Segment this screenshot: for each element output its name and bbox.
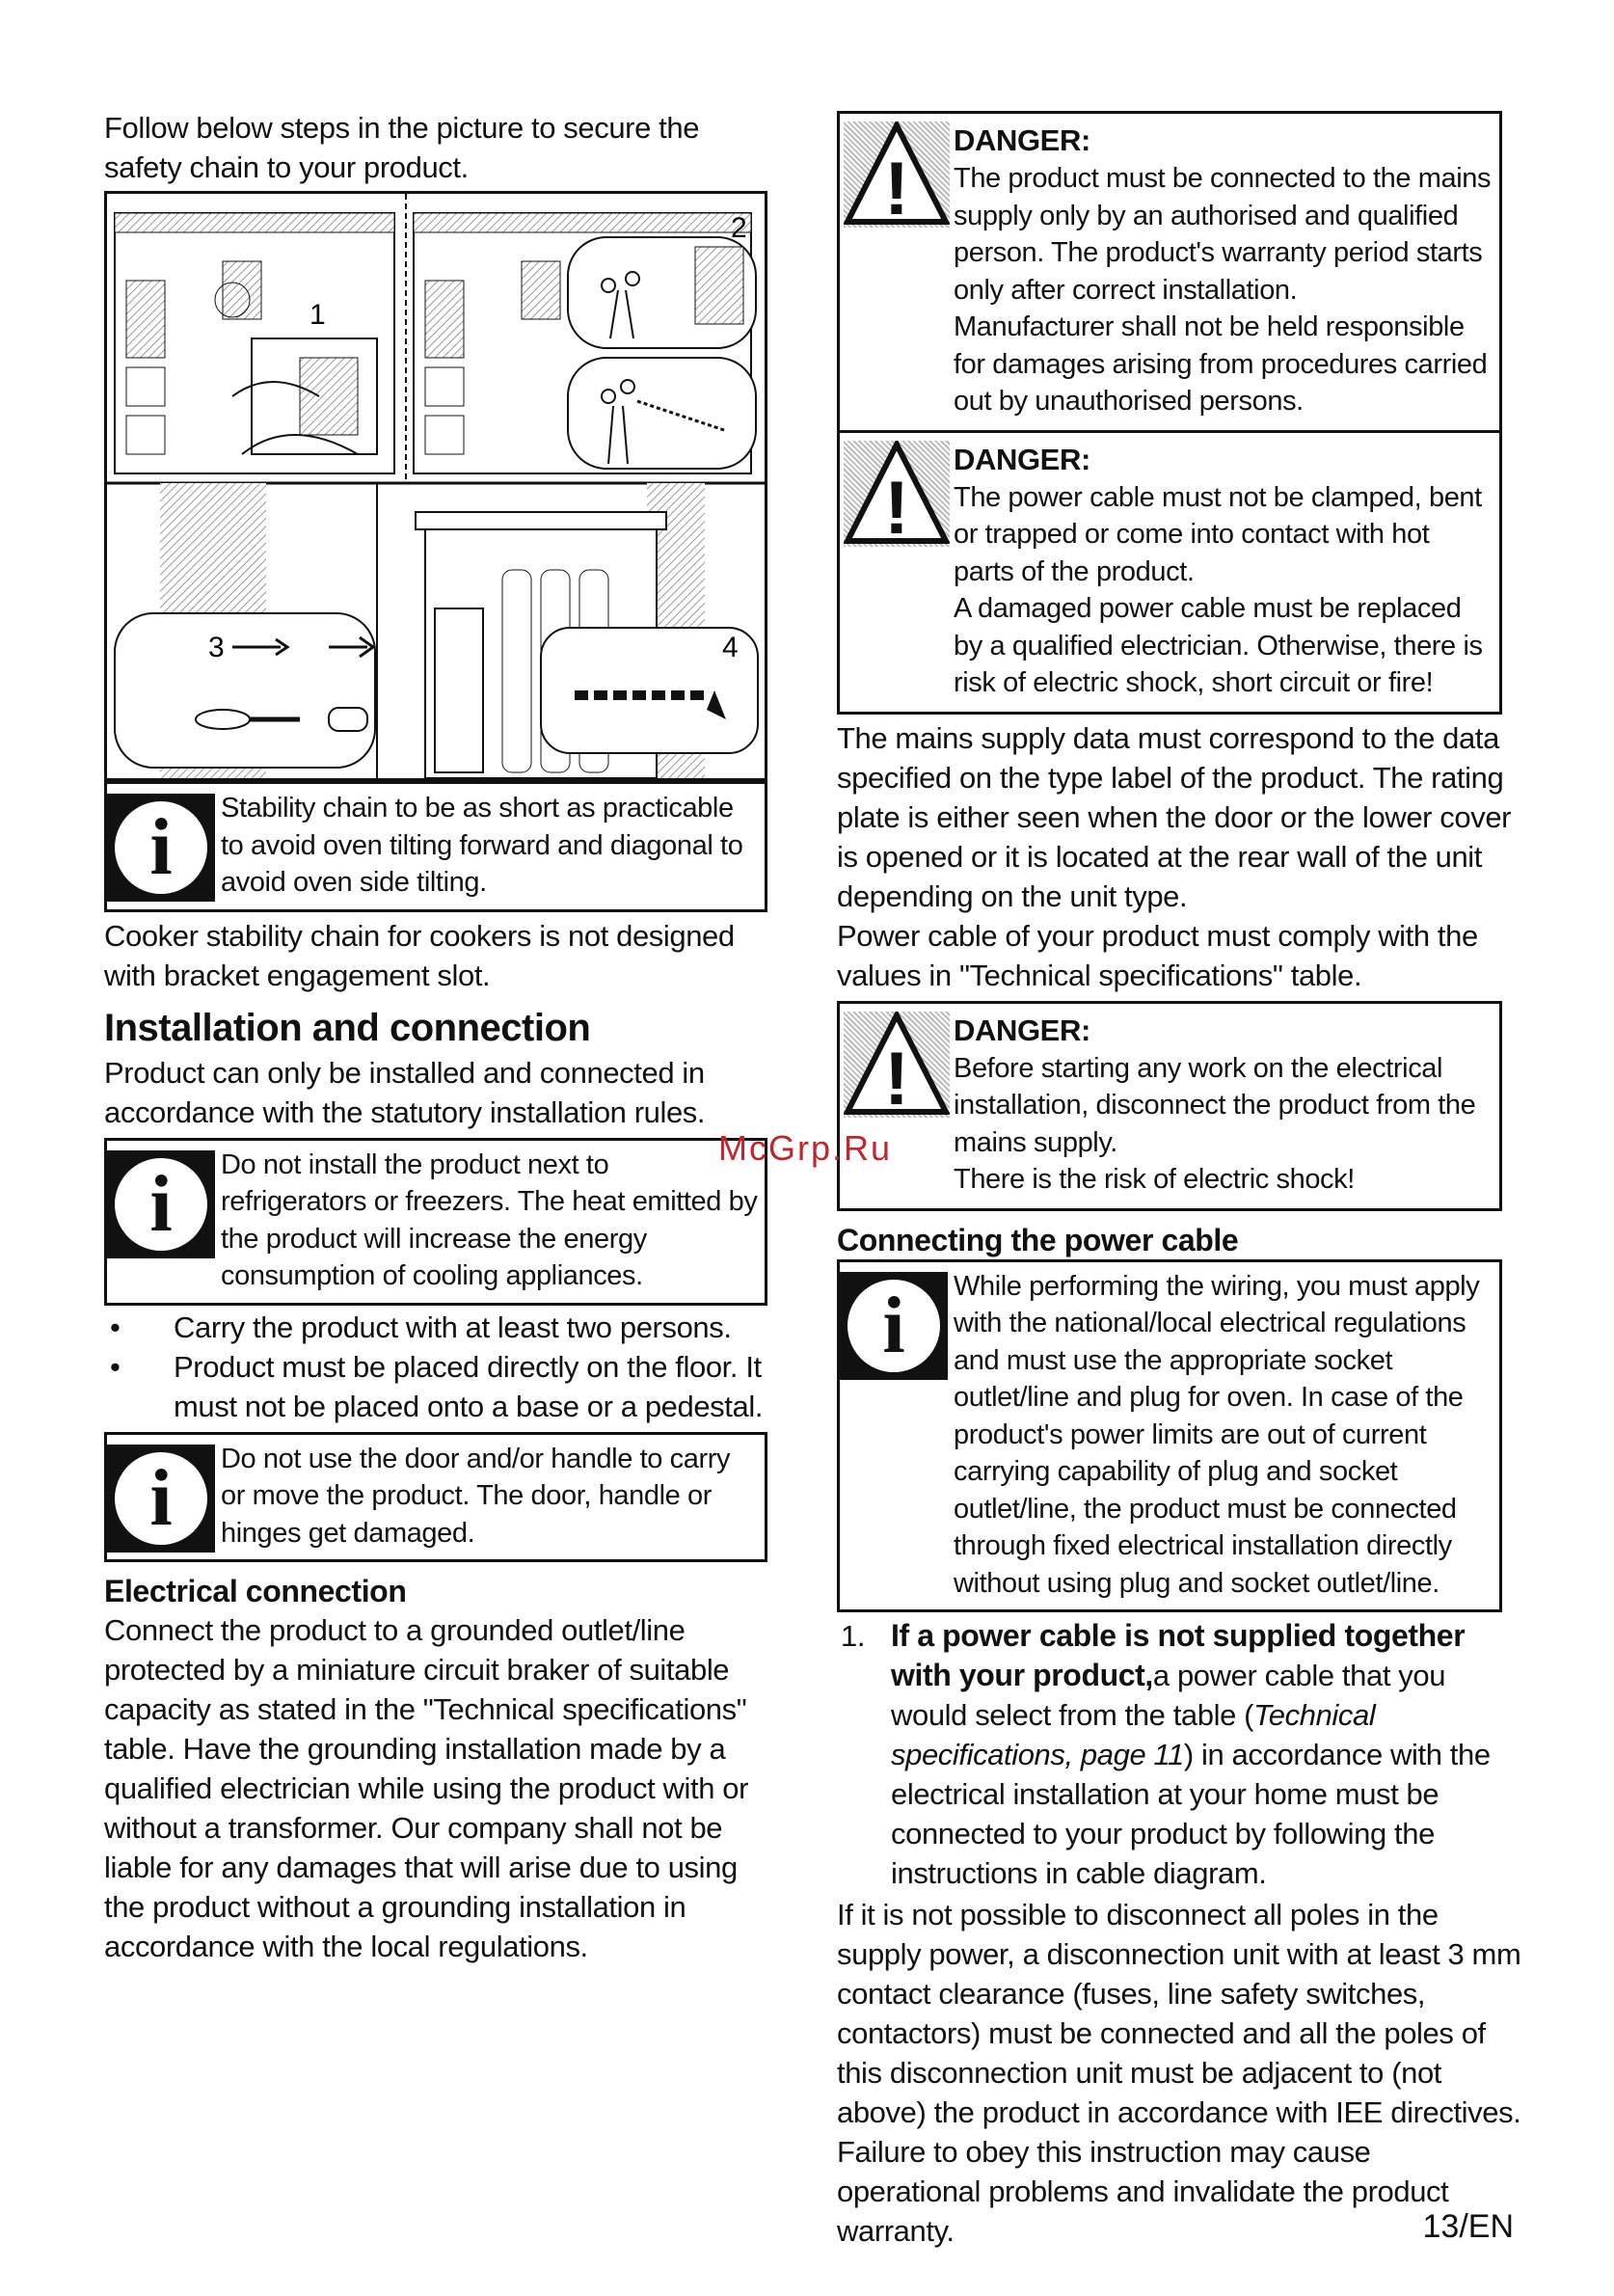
- danger-text: The power cable must not be clamped, bent or trapped or come into contact with hot parts of the product.: [954, 481, 1482, 587]
- danger-title: DANGER:: [954, 442, 1090, 476]
- danger-text: Manufacturer shall not be held responsible for damages arising from procedures carried out by unauthorised persons.: [954, 311, 1488, 417]
- info-text-door-handle: Do not use the door and/or handle to carry or move the product. The door, handle or hinges get damaged.: [221, 1443, 731, 1549]
- information-icon: i: [107, 1445, 215, 1553]
- info-box-stability-chain: [104, 781, 767, 912]
- danger-title: DANGER:: [954, 1013, 1090, 1047]
- disconnection-text: If it is not possible to disconnect all poles in the supply power, a disconnection unit with at least 3 mm contact clearance (fuses, line safety switches, contactors) must be connected and all the poles of this disconnection unit must be adjacent to (not above) the product in accordance with IEE directives. Failure to obey this instruction may cause operational problems and invalidate the product warranty.: [837, 1898, 1521, 2248]
- right-column: [837, 111, 1521, 2251]
- danger-text: The product must be connected to the mains supply only by an authorised and qualified person. The product's warranty period starts only after correct installation.: [954, 163, 1492, 306]
- panel-3-4-wall: [115, 483, 758, 778]
- heading-connecting-cable: Connecting the power cable: [837, 1222, 1239, 1257]
- installation-intro: Product can only be installed and connected in accordance with the statutory installation rules.: [104, 1055, 706, 1129]
- information-icon: i: [107, 1150, 215, 1258]
- warning-glyph: !: [884, 1035, 909, 1118]
- info-box-wiring: [837, 1259, 1502, 1613]
- installation-bullets: [104, 1308, 775, 1426]
- warning-triangle-icon: [844, 1012, 950, 1118]
- figure-label-1: 1: [309, 299, 326, 331]
- electrical-text: Connect the product to a grounded outlet/line protected by a miniature circuit braker of suitable capacity as stated in the "Technical specifications" table. Have the grounding installation made by a qualified electrician while using the product with or without a transformer. Our company shall not be liable for any damages that will arise due to using the product without a grounding installation in accordance with the local regulations.: [104, 1613, 749, 1963]
- list-item: • Product must be placed directly on the floor. It must not be placed onto a base or a pedestal.: [110, 1349, 764, 1423]
- figure-label-4: 4: [722, 632, 739, 663]
- panel-2-oven-back: [414, 213, 756, 473]
- power-cable-spec-text: Power cable of your product must comply with the values in "Technical specifications" table.: [837, 918, 1478, 992]
- safety-chain-illustration: [107, 194, 765, 778]
- warning-triangle-icon: [844, 441, 950, 547]
- danger-box-power-cable: [837, 430, 1502, 715]
- figure-label-3: 3: [208, 632, 225, 663]
- safety-chain-figure: [104, 191, 767, 781]
- danger-text: Before starting any work on the electrical installation, disconnect the product from the mains supply.: [954, 1052, 1476, 1158]
- information-icon: i: [840, 1272, 948, 1380]
- warning-triangle-icon: [844, 122, 950, 228]
- numbered-step-1: 1. If a power cable is not supplied together with your product,a power cable that you would select from the table (Technical specifications, page 11) in accordance with the electrical installation at your home must be connected to your product by following the instructions in cable diagram.: [841, 1618, 1491, 1890]
- heading-electrical: Electrical connection: [104, 1574, 407, 1608]
- mains-supply-text: The mains supply data must correspond to the data specified on the type label of the product. The rating plate is either seen when the door or the lower cover is opened or it is located at the rear wall of the unit depending on the unit type.: [837, 720, 1512, 913]
- heading-installation: Installation and connection: [104, 1006, 591, 1049]
- panel-1-oven-back: [115, 213, 394, 473]
- intro-text: Follow below steps in the picture to secure the safety chain to your product.: [104, 111, 700, 184]
- list-item: • Carry the product with at least two persons.: [110, 1310, 732, 1344]
- info-box-refrigerators: [104, 1138, 767, 1306]
- danger-text: A damaged power cable must be replaced by a qualified electrician. Otherwise, there is risk of electric shock, short circuit or fire!: [954, 593, 1483, 698]
- left-column: [104, 108, 775, 1966]
- watermark: McGrp.Ru: [718, 1128, 893, 1168]
- warning-glyph: !: [884, 146, 909, 228]
- information-icon: i: [107, 794, 215, 902]
- info-text-wiring: While performing the wiring, you must apply with the national/local electrical regulations and must use the appropriate socket outlet/line and plug for oven. In case of the product's power limits are out of current carrying capability of plug and socket outlet/line, the product must be connected through fixed electrical installation directly without using plug and socket outlet/line.: [954, 1270, 1480, 1599]
- stability-chain-note: Cooker stability chain for cookers is not designed with bracket engagement slot.: [104, 918, 735, 992]
- warning-glyph: !: [884, 464, 909, 547]
- info-box-door-handle: [104, 1432, 767, 1563]
- info-text-stability-chain: Stability chain to be as short as practicable to avoid oven tilting forward and diagonal to avoid oven side tilting.: [221, 793, 743, 898]
- page-number: 13/EN: [1422, 2208, 1514, 2245]
- danger-title: DANGER:: [954, 123, 1090, 157]
- danger-box-authorised: [837, 111, 1502, 430]
- figure-label-2: 2: [731, 212, 747, 244]
- danger-text: There is the risk of electric shock!: [954, 1164, 1355, 1195]
- danger-box-electric-shock: [837, 1001, 1502, 1211]
- info-text-refrigerators: Do not install the product next to refrigerators or freezers. The heat emitted by the product will increase the energy consumption of cooling appliances.: [221, 1148, 758, 1291]
